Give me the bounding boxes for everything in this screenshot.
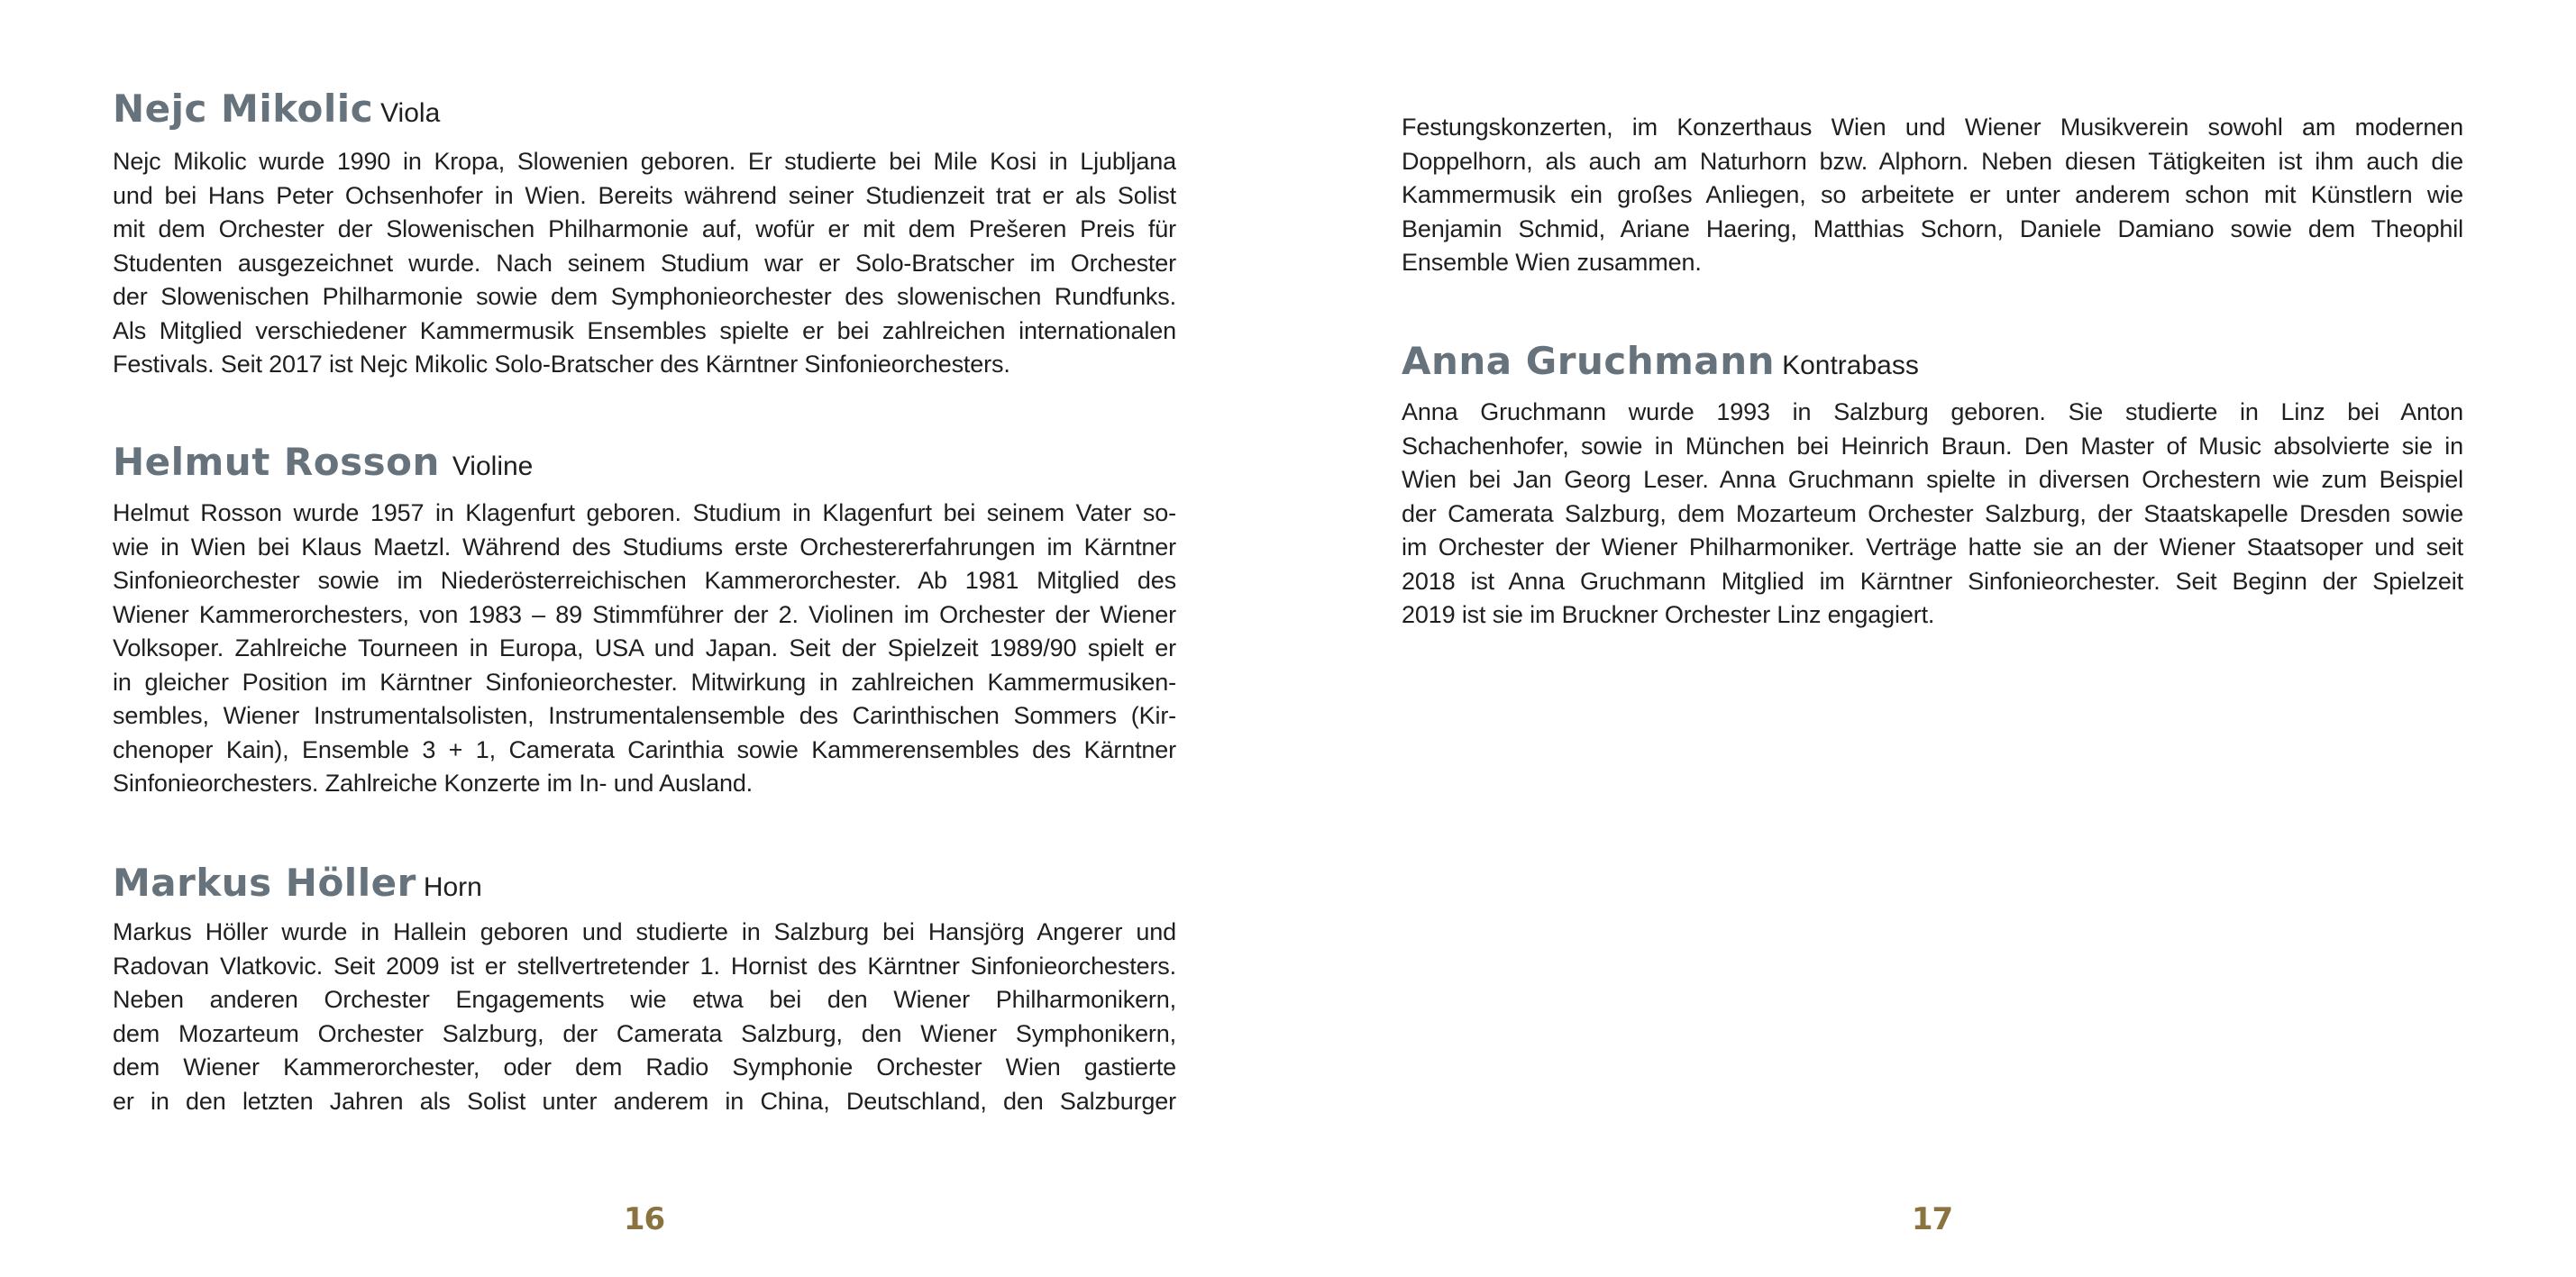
bio-heading-markus-hoeller bbox=[113, 861, 482, 905]
musician-name: Nejc Mikolic bbox=[113, 87, 374, 131]
bio-heading-nejc-mikolic bbox=[113, 87, 441, 131]
bio-line: Markus Höller wurde in Hallein geboren und studierte in Salzburg bei Hansjörg Angerer und bbox=[113, 920, 1176, 945]
bio-line: Schachenhofer, sowie in München bei Heinrich Braun. Den Master of Music absolvierte sie in bbox=[1402, 433, 2463, 460]
musician-name: Helmut Rosson bbox=[113, 440, 440, 484]
bio-line: Doppelhorn, als auch am Naturhorn bzw. Alphorn. Neben diesen Tätigkeiten ist ihm auch die bbox=[1402, 149, 2463, 175]
bio-line: Wien bei Jan Georg Leser. Anna Gruchmann spielte in diversen Orchestern wie zum Beispiel bbox=[1402, 468, 2463, 493]
musician-instrument: Violine bbox=[452, 452, 534, 481]
musician-instrument: Viola bbox=[380, 98, 441, 128]
bio-line: Helmut Rosson wurde 1957 in Klagenfurt geboren. Studium in Klagenfurt bei seinem Vater so- bbox=[113, 501, 1176, 526]
bio-line: chenoper Kain), Ensemble 3 + 1, Camerata Carinthia sowie Kammerensembles des Kärntner bbox=[113, 737, 1176, 763]
bio-line: der Slowenischen Philharmonie sowie dem Symphonieorchester des slowenischen Rundfunks. bbox=[113, 285, 1176, 310]
page-number: 17 bbox=[1911, 1201, 1953, 1237]
bio-line: im Orchester der Wiener Philharmoniker. Verträge hatte sie an der Wiener Staatsoper und seit bbox=[1402, 535, 2463, 561]
bio-line: er in den letzten Jahren als Solist unter anderem in China, Deutschland, den Salzburger bbox=[113, 1089, 1176, 1115]
bio-line: Ensemble Wien zusammen. bbox=[1402, 249, 1702, 276]
page-17 bbox=[1288, 0, 2576, 1277]
musician-name: Anna Gruchmann bbox=[1402, 339, 1776, 383]
musician-name: Markus Höller bbox=[113, 861, 416, 905]
bio-line: Radovan Vlatkovic. Seit 2009 ist er stellvertretender 1. Hornist des Kärntner Sinfonieorchesters. bbox=[113, 953, 1176, 980]
bio-line: Sinfonieorchesters. Zahlreiche Konzerte im In- und Ausland. bbox=[113, 770, 754, 797]
bio-line: 2019 ist sie im Bruckner Orchester Linz engagiert. bbox=[1402, 601, 1935, 628]
bio-line: Neben anderen Orchester Engagements wie etwa bei den Wiener Philharmonikern, bbox=[113, 988, 1176, 1013]
bio-line: Als Mitglied verschiedener Kammermusik Ensembles spielte er bei zahlreichen internationalen bbox=[113, 318, 1176, 344]
bio-line: Festungskonzerten, im Konzerthaus Wien und Wiener Musikverein sowohl am modernen bbox=[1402, 115, 2463, 141]
bio-line: Kammermusik ein großes Anliegen, so arbeitete er unter anderem schon mit Künstlern wie bbox=[1402, 183, 2463, 208]
musician-instrument: Horn bbox=[423, 872, 482, 902]
bio-line: und bei Hans Peter Ochsenhofer in Wien. Bereits während seiner Studienzeit trat er als Solist bbox=[113, 183, 1176, 209]
bio-line: dem Mozarteum Orchester Salzburg, der Camerata Salzburg, den Wiener Symphonikern, bbox=[113, 1021, 1176, 1047]
bio-line: der Camerata Salzburg, dem Mozarteum Orchester Salzburg, der Staatskapelle Dresden sowie bbox=[1402, 501, 2463, 527]
bio-line: sembles, Wiener Instrumentalsolisten, Instrumentalensemble des Carinthischen Sommers (Kir- bbox=[113, 704, 1176, 729]
bio-line: 2018 ist Anna Gruchmann Mitglied im Kärntner Sinfonieorchester. Seit Beginn der Spielzeit bbox=[1402, 569, 2463, 595]
bio-line: Wiener Kammerorchesters, von 1983 – 89 Stimmführer der 2. Violinen im Orchester der Wiener bbox=[113, 602, 1176, 628]
bio-line: Festivals. Seit 2017 ist Nejc Mikolic Solo-Bratscher des Kärntner Sinfonieorchesters. bbox=[113, 351, 1010, 378]
bio-heading-anna-gruchmann bbox=[1402, 339, 1919, 383]
page-number: 16 bbox=[623, 1201, 665, 1237]
bio-line: Volksoper. Zahlreiche Tourneen in Europa, USA und Japan. Seit der Spielzeit 1989/90 spielt er bbox=[113, 636, 1176, 661]
bio-line: dem Wiener Kammerorchester, oder dem Radio Symphonie Orchester Wien gastierte bbox=[113, 1055, 1176, 1081]
bio-line: mit dem Orchester der Slowenischen Philharmonie auf, wofür er mit dem Prešeren Preis für bbox=[113, 217, 1176, 242]
musician-instrument: Kontrabass bbox=[1782, 351, 1919, 380]
bio-heading-helmut-rosson bbox=[113, 440, 534, 484]
bio-line: Sinfonieorchester sowie im Niederösterreichischen Kammerorchester. Ab 1981 Mitglied des bbox=[113, 569, 1176, 594]
bio-line: wie in Wien bei Klaus Maetzl. Während des Studiums erste Orchestererfahrungen im Kärntner bbox=[113, 534, 1176, 561]
bio-line: Anna Gruchmann wurde 1993 in Salzburg geboren. Sie studierte in Linz bei Anton bbox=[1402, 400, 2463, 425]
bio-line: in gleicher Position im Kärntner Sinfonieorchester. Mitwirkung in zahlreichen Kammermusiken- bbox=[113, 670, 1176, 696]
bio-line: Studenten ausgezeichnet wurde. Nach seinem Studium war er Solo-Bratscher im Orchester bbox=[113, 251, 1176, 277]
bio-line: Benjamin Schmid, Ariane Haering, Matthias Schorn, Daniele Damiano sowie dem Theophil bbox=[1402, 216, 2463, 242]
bio-line: Nejc Mikolic wurde 1990 in Kropa, Slowenien geboren. Er studierte bei Mile Kosi in Ljubljana bbox=[113, 150, 1176, 175]
